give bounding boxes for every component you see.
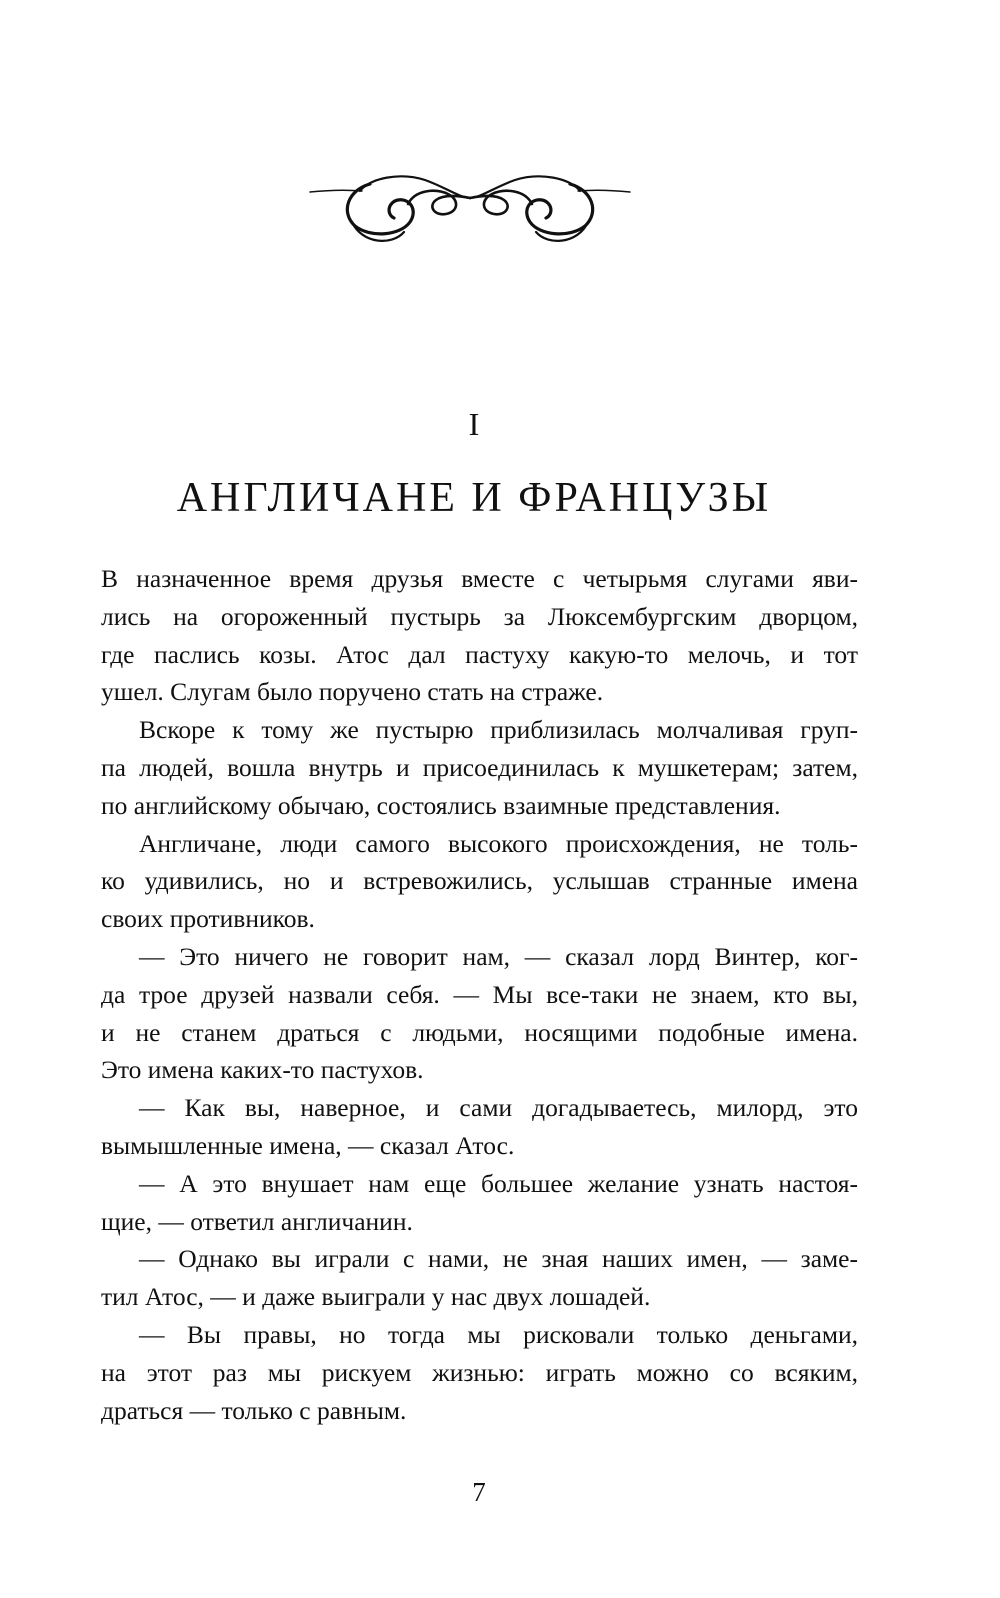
text-line: и не станем драться с людьми, носящими подобные имена. [101, 1017, 858, 1047]
text-line: ко удивились, но и встревожились, услышав странные имена [101, 866, 858, 896]
body-text [101, 560, 858, 1429]
text-line: тил Атос, — и даже выиграли у нас двух лошадей. [101, 1282, 651, 1312]
flourish-ornament-icon [300, 160, 640, 250]
text-line: Англичане, люди самого высокого происхождения, не толь- [139, 828, 858, 858]
chapter-title: АНГЛИЧАНЕ И ФРАНЦУЗЫ [176, 475, 772, 521]
text-line: по английскому обычаю, состоялись взаимные представления. [101, 790, 781, 820]
text-line: на этот раз мы рискуем жизнью: играть можно со всяким, [101, 1357, 858, 1387]
text-line: щие, — ответил англичанин. [101, 1206, 413, 1236]
text-line: Вскоре к тому же пустырю приблизилась молчаливая груп- [139, 715, 858, 745]
text-line: своих противников. [101, 904, 315, 934]
text-line: — Это ничего не говорит нам, — сказал лорд Винтер, ког- [139, 941, 858, 971]
text-line: драться — только с равным. [101, 1395, 407, 1425]
text-line: вымышленные имена, — сказал Атос. [101, 1130, 515, 1160]
text-line: — Однако вы играли с нами, не зная наших имен, — заме- [139, 1244, 858, 1274]
text-line: па людей, вошла внутрь и присоединилась к мушкетерам; затем, [101, 752, 858, 782]
text-line: В назначенное время друзья вместе с четырьмя слугами яви- [101, 564, 858, 593]
text-line: — Как вы, наверное, и сами догадываетесь, милорд, это [139, 1093, 858, 1123]
chapter-number: I [468, 406, 480, 442]
text-line: где паслись козы. Атос дал пастуху какую-то мелочь, и тот [101, 639, 858, 669]
text-line: ушел. Слугам было поручено стать на страже. [101, 677, 604, 707]
text-line: — Вы правы, но тогда мы рисковали только деньгами, [139, 1319, 858, 1349]
text-line: — А это внушает нам еще большее желание узнать настоя- [139, 1168, 858, 1198]
text-line: Это имена каких-то пастухов. [101, 1055, 424, 1085]
text-line: да трое друзей назвали себя. — Мы все-таки не знаем, кто вы, [101, 979, 858, 1009]
text-line: лись на огороженный пустырь за Люксембургским дворцом, [101, 601, 858, 631]
page-number: 7 [472, 1477, 486, 1507]
